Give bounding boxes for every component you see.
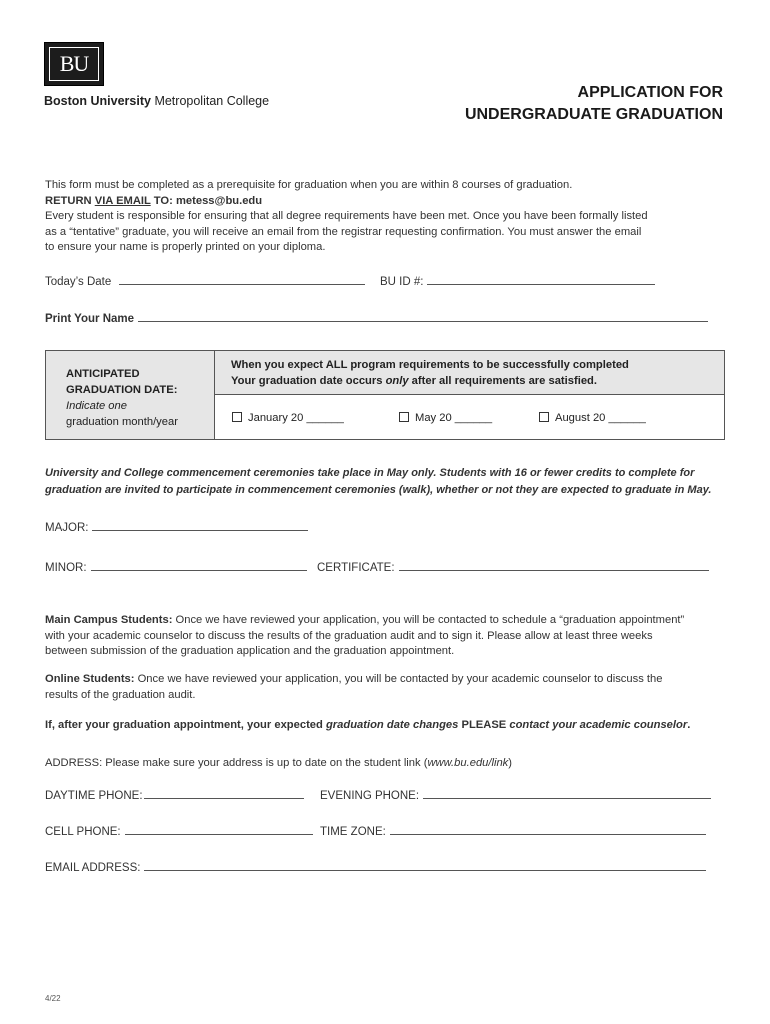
org-name: Boston University Metropolitan College [44,94,270,108]
option-january[interactable]: January 20 ______ [232,412,344,424]
option-may[interactable]: May 20 ______ [399,412,492,424]
evening-phone-input[interactable] [423,798,711,799]
bu-id-input[interactable] [427,284,655,285]
january-checkbox[interactable] [232,412,242,422]
may-checkbox[interactable] [399,412,409,422]
todays-date-input[interactable] [119,284,365,285]
anticipated-note: When you expect ALL program requirements to be successfully completed Your graduation date occurs only after all requirements are satisfied. [215,351,724,395]
email-address-input[interactable] [144,870,706,871]
intro-text: This form must be completed as a prerequisite for graduation when you are within 8 courses of graduation. RETURN VIA EMAIL TO: metess@bu.edu Every student is responsible for ensuring that all degree requirements have been met. Once you have been formally listed as a “tentative” graduate, you will receive an email from the registrar requesting confirmation. You must answer the email to ensure your name is properly printed on your diploma. [45,179,648,253]
certificate-field: CERTIFICATE: [317,562,709,574]
major-field: MAJOR: [45,522,308,534]
address-note: ADDRESS: Please make sure your address is up to date on the student link (www.bu.edu/link) [45,757,513,769]
return-email-link[interactable]: metess@bu.edu [175,194,263,207]
student-link[interactable]: www.bu.edu/link [427,757,509,769]
print-name-field: Print Your Name [45,313,708,325]
commencement-note: University and College commencement ceremonies take place in May only. Students with 16 or fewer credits to complete for graduation are invited to participate in commencement ceremonies (walk), whether or not they are expected to graduate in May. [45,467,712,496]
main-campus-note: Main Campus Students: Once we have reviewed your application, you will be contacted to schedule a “graduation appointment” with your academic counselor to discuss the results of the graduation audit and to sign it. Please allow at least three weeks between submission of the graduation application and the graduation appointment. [45,614,685,657]
minor-field: MINOR: [45,562,307,574]
anticipated-graduation-box: ANTICIPATED GRADUATION DATE: Indicate one graduation month/year When you expect ALL program requirements to be successfully completed Your graduation date occurs only after all requirements are satisfied. January 20 ______ May 20 ______ August 20 ______ [45,350,725,440]
time-zone-input[interactable] [390,834,706,835]
bu-id-field: BU ID #: [380,276,655,288]
email-address-field: EMAIL ADDRESS: [45,862,706,874]
time-zone-field: TIME ZONE: [320,826,706,838]
certificate-input[interactable] [399,570,709,571]
minor-input[interactable] [91,570,307,571]
bu-logo-mark: BU [49,47,99,81]
option-august[interactable]: August 20 ______ [539,412,646,424]
bu-logo [44,42,104,86]
date-change-note: If, after your graduation appointment, your expected graduation date changes PLEASE contact your academic counselor. [45,719,691,731]
cell-phone-input[interactable] [125,834,313,835]
print-name-input[interactable] [138,321,708,322]
daytime-phone-field: DAYTIME PHONE: [45,790,304,802]
daytime-phone-input[interactable] [144,798,304,799]
page-title: APPLICATION FOR UNDERGRADUATE GRADUATION [464,84,723,123]
cell-phone-field: CELL PHONE: [45,826,313,838]
august-checkbox[interactable] [539,412,549,422]
todays-date-field: Today’s Date [45,276,365,288]
online-note: Online Students: Once we have reviewed your application, you will be contacted by your academic counselor to discuss the results of the graduation audit. [45,673,663,701]
major-input[interactable] [92,530,308,531]
evening-phone-field: EVENING PHONE: [320,790,711,802]
revision-number: 4/22 [45,994,61,1003]
